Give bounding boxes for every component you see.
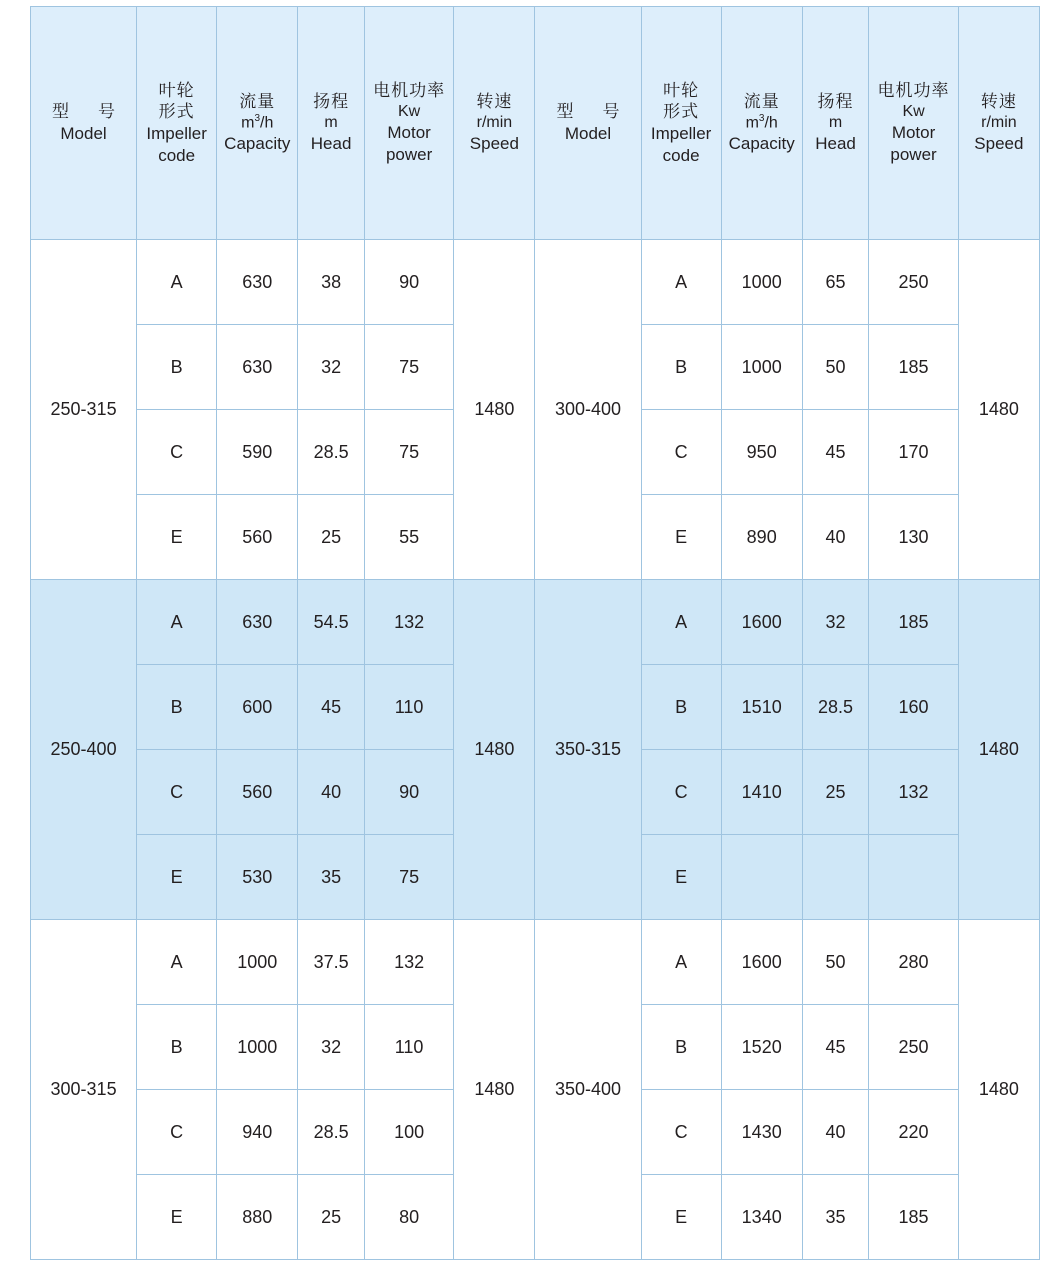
cell-right-head: [802, 835, 869, 920]
cell-left-power: 90: [364, 750, 453, 835]
cell-left-code: C: [137, 1090, 217, 1175]
cell-right-power: 160: [869, 665, 958, 750]
cell-left-head: 35: [298, 835, 365, 920]
cell-left-code: E: [137, 835, 217, 920]
cell-left-head: 40: [298, 750, 365, 835]
cell-left-head: 32: [298, 325, 365, 410]
header-capacity-left: 流量 $m^3/h$ Capacity: [217, 7, 298, 240]
cell-right-power: 250: [869, 240, 958, 325]
cell-left-power: 55: [364, 495, 453, 580]
model-cell-left: 250-315: [31, 240, 137, 580]
model-cell-right: 350-400: [535, 920, 641, 1260]
cell-right-capacity: 1430: [721, 1090, 802, 1175]
cell-left-head: 38: [298, 240, 365, 325]
cell-right-code: B: [641, 665, 721, 750]
cell-right-capacity: 1600: [721, 920, 802, 1005]
cell-left-power: 100: [364, 1090, 453, 1175]
cell-right-head: 25: [802, 750, 869, 835]
cell-right-code: E: [641, 835, 721, 920]
cell-right-power: 250: [869, 1005, 958, 1090]
speed-cell-right: 1480: [958, 580, 1039, 920]
cell-right-head: 35: [802, 1175, 869, 1260]
cell-right-code: E: [641, 1175, 721, 1260]
speed-cell-left: 1480: [454, 240, 535, 580]
speed-cell-right: 1480: [958, 240, 1039, 580]
header-speed-left: 转速 r/min Speed: [454, 7, 535, 240]
cell-left-head: 45: [298, 665, 365, 750]
cell-left-code: C: [137, 750, 217, 835]
header-power-right: 电机功率 Kw Motor power: [869, 7, 958, 240]
cell-right-head: 32: [802, 580, 869, 665]
cell-right-power: 280: [869, 920, 958, 1005]
cell-left-head: 25: [298, 495, 365, 580]
cell-right-head: 45: [802, 1005, 869, 1090]
cell-left-head: 25: [298, 1175, 365, 1260]
cell-right-capacity: 950: [721, 410, 802, 495]
cell-right-capacity: 1340: [721, 1175, 802, 1260]
cell-left-power: 75: [364, 835, 453, 920]
cell-left-capacity: 630: [217, 325, 298, 410]
cell-left-code: B: [137, 1005, 217, 1090]
cell-left-head: 54.5: [298, 580, 365, 665]
header-head-left: 扬程 m Head: [298, 7, 365, 240]
cell-left-capacity: 630: [217, 240, 298, 325]
header-head-right: 扬程 m Head: [802, 7, 869, 240]
header-row: [31, 7, 1040, 240]
cell-right-code: C: [641, 750, 721, 835]
table-row: [31, 580, 1040, 665]
cell-left-power: 110: [364, 665, 453, 750]
cell-right-head: 50: [802, 325, 869, 410]
capacity-unit: $m^3/h$: [745, 112, 778, 131]
header-capacity-right: 流量 $m^3/h$ Capacity: [721, 7, 802, 240]
cell-left-capacity: 530: [217, 835, 298, 920]
cell-right-capacity: [721, 835, 802, 920]
cell-left-power: 80: [364, 1175, 453, 1260]
cell-left-capacity: 880: [217, 1175, 298, 1260]
cell-left-capacity: 600: [217, 665, 298, 750]
cell-right-capacity: 890: [721, 495, 802, 580]
cell-left-power: 75: [364, 410, 453, 495]
cell-right-power: 185: [869, 580, 958, 665]
table-row: [31, 240, 1040, 325]
cell-right-head: 40: [802, 495, 869, 580]
model-cell-right: 300-400: [535, 240, 641, 580]
cell-left-code: B: [137, 325, 217, 410]
cell-right-power: [869, 835, 958, 920]
table-body: [31, 240, 1040, 1260]
cell-left-capacity: 940: [217, 1090, 298, 1175]
cell-right-code: C: [641, 410, 721, 495]
cell-right-power: 170: [869, 410, 958, 495]
speed-cell-left: 1480: [454, 920, 535, 1260]
cell-right-code: B: [641, 1005, 721, 1090]
cell-right-capacity: 1000: [721, 240, 802, 325]
cell-right-head: 45: [802, 410, 869, 495]
cell-left-capacity: 1000: [217, 920, 298, 1005]
cell-left-head: 37.5: [298, 920, 365, 1005]
cell-right-head: 50: [802, 920, 869, 1005]
cell-left-code: A: [137, 920, 217, 1005]
cell-left-capacity: 590: [217, 410, 298, 495]
header-model-left: 型 号 Model: [31, 7, 137, 240]
cell-right-code: E: [641, 495, 721, 580]
cell-left-capacity: 560: [217, 750, 298, 835]
cell-left-code: A: [137, 580, 217, 665]
cell-left-code: C: [137, 410, 217, 495]
cell-right-code: A: [641, 580, 721, 665]
cell-left-power: 132: [364, 580, 453, 665]
cell-right-code: A: [641, 240, 721, 325]
cell-right-head: 65: [802, 240, 869, 325]
header-power-left: 电机功率 Kw Motor power: [364, 7, 453, 240]
cell-right-head: 40: [802, 1090, 869, 1175]
cell-right-capacity: 1000: [721, 325, 802, 410]
cell-left-code: A: [137, 240, 217, 325]
speed-cell-left: 1480: [454, 580, 535, 920]
capacity-unit: $m^3/h$: [241, 112, 274, 131]
cell-right-power: 132: [869, 750, 958, 835]
cell-right-capacity: 1510: [721, 665, 802, 750]
cell-right-head: 28.5: [802, 665, 869, 750]
cell-right-power: 130: [869, 495, 958, 580]
cell-left-power: 75: [364, 325, 453, 410]
cell-left-head: 28.5: [298, 1090, 365, 1175]
cell-left-capacity: 560: [217, 495, 298, 580]
cell-right-power: 185: [869, 325, 958, 410]
cell-left-code: E: [137, 495, 217, 580]
speed-cell-right: 1480: [958, 920, 1039, 1260]
model-cell-right: 350-315: [535, 580, 641, 920]
cell-left-capacity: 1000: [217, 1005, 298, 1090]
cell-right-code: C: [641, 1090, 721, 1175]
cell-left-code: B: [137, 665, 217, 750]
cell-right-capacity: 1600: [721, 580, 802, 665]
cell-right-power: 220: [869, 1090, 958, 1175]
pump-specification-table: [30, 6, 1040, 1260]
header-model-right: 型 号 Model: [535, 7, 641, 240]
cell-right-capacity: 1410: [721, 750, 802, 835]
cell-left-power: 110: [364, 1005, 453, 1090]
cell-left-capacity: 630: [217, 580, 298, 665]
cell-right-capacity: 1520: [721, 1005, 802, 1090]
cell-right-power: 185: [869, 1175, 958, 1260]
header-impeller-left: 叶轮 形式 Impeller code: [137, 7, 217, 240]
cell-left-power: 90: [364, 240, 453, 325]
header-speed-right: 转速 r/min Speed: [958, 7, 1039, 240]
cell-right-code: B: [641, 325, 721, 410]
header-impeller-right: 叶轮 形式 Impeller code: [641, 7, 721, 240]
model-cell-left: 300-315: [31, 920, 137, 1260]
model-cell-left: 250-400: [31, 580, 137, 920]
cell-left-head: 28.5: [298, 410, 365, 495]
cell-left-power: 132: [364, 920, 453, 1005]
cell-left-head: 32: [298, 1005, 365, 1090]
table-row: [31, 920, 1040, 1005]
cell-left-code: E: [137, 1175, 217, 1260]
table-header: [31, 7, 1040, 240]
cell-right-code: A: [641, 920, 721, 1005]
